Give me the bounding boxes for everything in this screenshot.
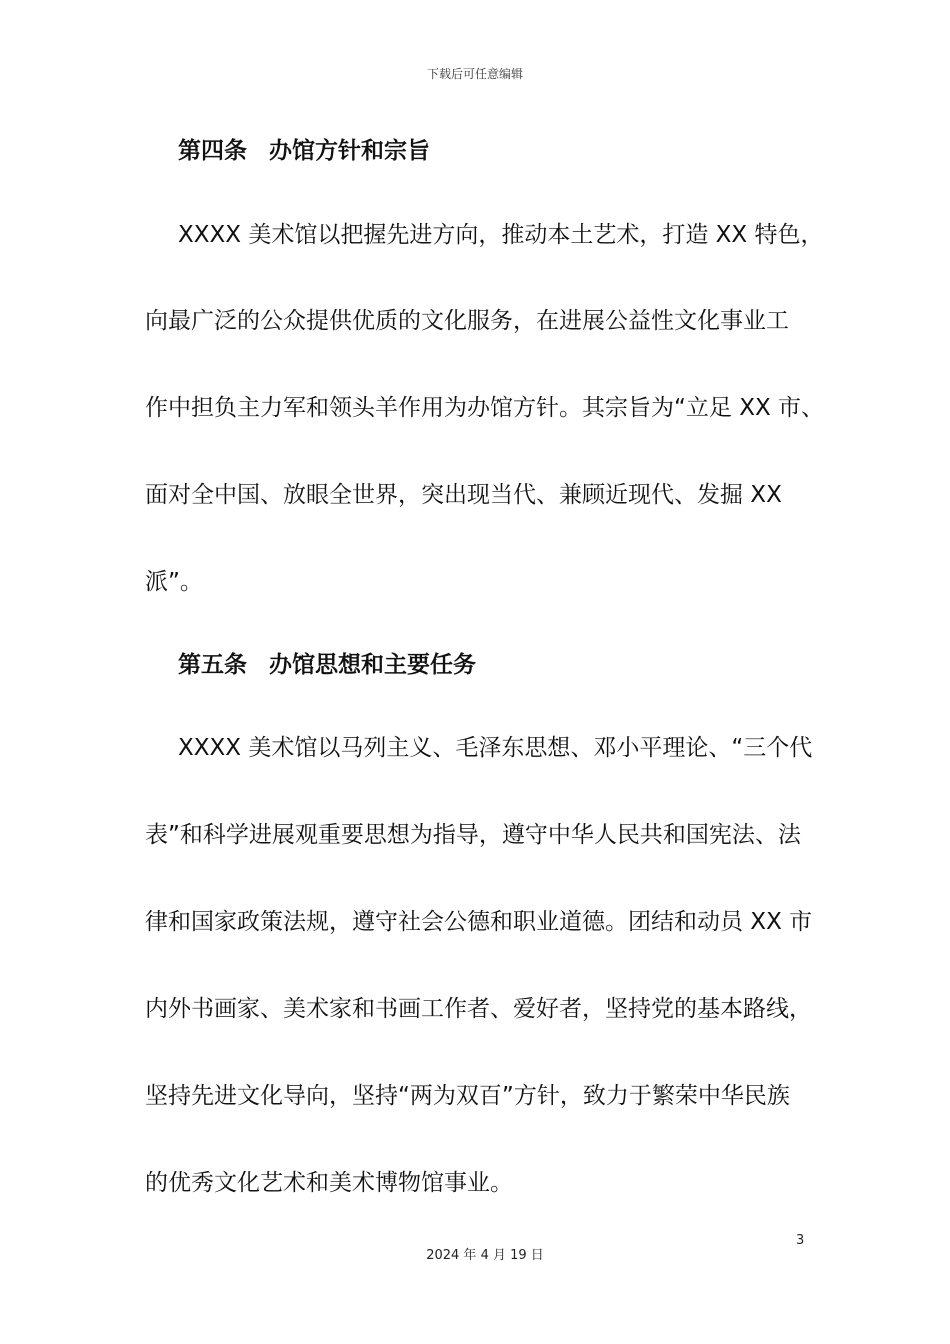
article-5-line-6: 的优秀文化艺术和美术博物馆事业。 [145, 1170, 513, 1196]
article-5-line-1: XXXX 美术馆以马列主义、毛泽东思想、邓小平理论、“三个代 [178, 735, 813, 761]
page-header-note: 下载后可任意编辑 [426, 67, 523, 81]
article-4-line-2: 向最广泛的公众提供优质的文化服务，在进展公益性文化事业工 [145, 308, 789, 334]
article-5-line-3: 律和国家政策法规，遵守社会公德和职业道德。团结和动员 XX 市 [145, 909, 813, 935]
article-4-line-3: 作中担负主力军和领头羊作用为办馆方针。其宗旨为“立足 XX 市、 [145, 395, 825, 421]
article-5-heading [178, 650, 858, 680]
article-4-line-5: 派”。 [145, 569, 203, 595]
article-5-number: 第五条 [178, 652, 247, 678]
page-number: 3 [796, 1233, 805, 1248]
article-4-number: 第四条 [178, 138, 247, 164]
article-4-line-4: 面对全中国、放眼全世界，突出现当代、兼顾近现代、发掘 XX [145, 482, 782, 508]
article-5-line-4: 内外书画家、美术家和书画工作者、爱好者，坚持党的基本路线， [145, 996, 812, 1022]
article-5-title: 办馆思想和主要任务 [269, 652, 476, 678]
article-4-line-1: XXXX 美术馆以把握先进方向，推动本土艺术，打造 XX 特色， [178, 222, 824, 248]
article-4-heading [178, 136, 858, 166]
article-5-line-2: 表”和科学进展观重要思想为指导，遵守中华人民共和国宪法、法 [145, 822, 801, 848]
article-5-line-5: 坚持先进文化导向，坚持“两为双百”方针，致力于繁荣中华民族 [145, 1083, 790, 1109]
page-footer-date: 2024 年 4 月 19 日 [426, 1248, 544, 1263]
article-4-title: 办馆方针和宗旨 [269, 138, 430, 164]
